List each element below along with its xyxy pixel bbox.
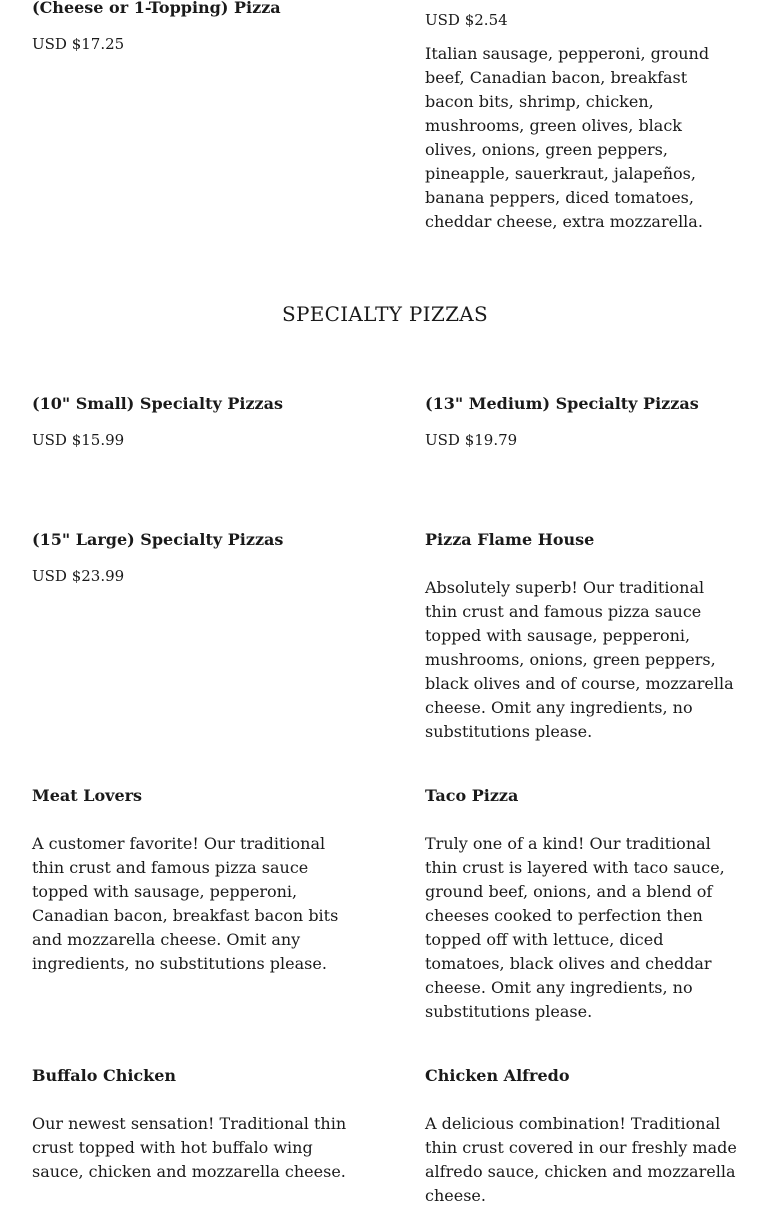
menu-item-name: Buffalo Chicken: [32, 1066, 177, 1085]
menu-item-cheese-pizza[interactable]: [32, 0, 350, 54]
menu-item-name: Pizza Flame House: [425, 530, 595, 549]
menu-item-description: Truly one of a kind! Our traditional thin crust is layered with taco sauce, ground beef, onions, and a blend of cheeses cooked to perfection then topped off with lettuce, diced tomatoes, black olives and cheddar cheese. Omit any ingredients, no substitutions please.: [425, 834, 725, 1021]
menu-item-name: Meat Lovers: [32, 786, 143, 805]
menu-item-small-specialty[interactable]: [32, 394, 350, 450]
menu-item-description: Absolutely superb! Our traditional thin crust and famous pizza sauce topped with sausage, pepperoni, mushrooms, onions, green peppers, black olives and of course, mozzarella cheese. Omit any ingredients, no substitutions please.: [425, 578, 734, 741]
menu-item-taco-pizza[interactable]: [425, 786, 737, 1024]
menu-item-name: Chicken Alfredo: [425, 1066, 570, 1085]
menu-item-description: A customer favorite! Our traditional thin crust and famous pizza sauce topped with sausage, pepperoni, Canadian bacon, breakfast bacon bits and mozzarella cheese. Omit any ingredients, no substitutions please.: [32, 834, 339, 973]
menu-item-buffalo-chicken[interactable]: [32, 1066, 350, 1184]
section-title: SPECIALTY PIZZAS: [281, 302, 489, 326]
menu-item-price: USD $17.25: [32, 35, 125, 53]
menu-item-price: USD $19.79: [425, 431, 518, 449]
menu-item-price: USD $2.54: [425, 11, 508, 29]
menu-item-meat-lovers[interactable]: [32, 786, 350, 976]
menu-item-name: (10" Small) Specialty Pizzas: [32, 394, 283, 413]
menu-item-name: (13" Medium) Specialty Pizzas: [425, 394, 699, 413]
menu-item-flame-house[interactable]: [425, 530, 737, 744]
menu-item-price: USD $15.99: [32, 431, 125, 449]
menu-item-name: (15" Large) Specialty Pizzas: [32, 530, 284, 549]
menu-item-chicken-alfredo[interactable]: [425, 1066, 737, 1208]
menu-item-description: Italian sausage, pepperoni, ground beef, Canadian bacon, breakfast bacon bits, shrimp, chicken, mushrooms, green olives, black olives, onions, green peppers, pineapple, sauerkraut, jalapeños, banana peppers, diced tomatoes, cheddar cheese, extra mozzarella.: [425, 44, 710, 231]
menu-item-large-specialty[interactable]: [32, 530, 350, 586]
menu-item-price: USD $23.99: [32, 567, 125, 585]
menu-item-toppings[interactable]: [425, 10, 737, 234]
menu-item-name: (Cheese or 1-Topping) Pizza: [32, 0, 281, 17]
menu-item-description: A delicious combination! Traditional thin crust covered in our freshly made alfredo sauce, chicken and mozzarella cheese.: [425, 1114, 737, 1205]
menu-item-medium-specialty[interactable]: [425, 394, 737, 450]
menu-item-description: Our newest sensation! Traditional thin crust topped with hot buffalo wing sauce, chicken and mozzarella cheese.: [32, 1114, 347, 1181]
menu-item-name: Taco Pizza: [425, 786, 519, 805]
